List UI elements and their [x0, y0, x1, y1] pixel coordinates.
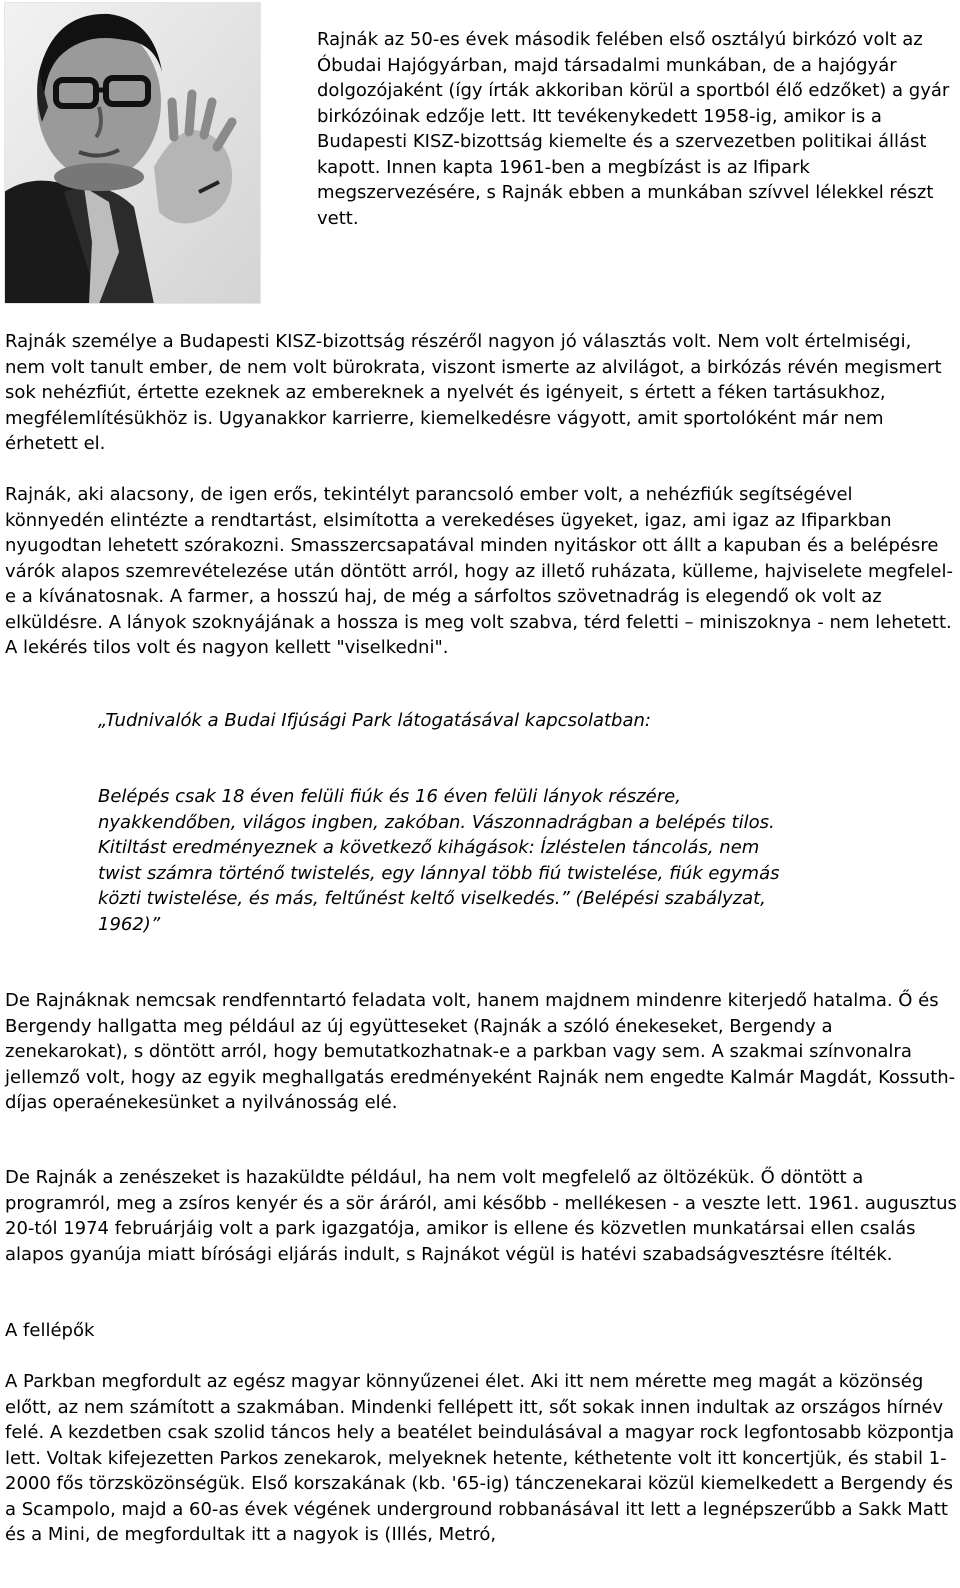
- paragraph-authority: De Rajnáknak nemcsak rendfenntartó feladata volt, hanem majdnem mindenre kiterjedő hatalma. Ő és Bergendy hallgatta meg például az új együtteseket (Rajnák a szóló énekeseket, Bergendy a zenekarokat), s döntött arról, hogy bemutatkozhatnak-e a parkban vagy sem. A szakmai színvonalra jellemző volt, hogy az egyik meghallgatás eredményeként Rajnák nem engedte Kalmár Magdát, Kossuth-díjas operaénekesünket a nyilvánosság elé.: [5, 990, 956, 1113]
- portrait-photo: [4, 2, 261, 304]
- paragraph-order-keeping: Rajnák, aki alacsony, de igen erős, tekintélyt parancsoló ember volt, a nehézfiúk segítségével könnyedén elintézte a rendtartást, elsimította a verekedéses ügyeket, igaz, ami igaz az Ifiparkban nyugodtan lehetett szórakozni. Smasszercsapatával minden nyitáskor ott állt a kapuban és a belépésre várók alapos szemrevételezése után döntött arról, hogy az illető ruházata, külleme, hajviselete megfelel-e a kívánatosnak. A farmer, a hosszú haj, de még a sárfoltos szövetnadrág is elegendő ok volt az elküldésre. A lányok szoknyájának a hossza is meg volt szabva, térd feletti – miniszoknya - nem lehetett. A lekérés tilos volt és nagyon kellett "viselkedni".: [5, 484, 953, 658]
- quote-heading: „Tudnivalók a Budai Ifjúsági Park látogatásával kapcsolatban:: [98, 710, 651, 731]
- portrait-icon: [4, 2, 261, 304]
- intro-paragraph: Rajnák az 50-es évek második felében első osztályú birkózó volt az Óbudai Hajógyárban, majd társadalmi munkában, de a hajógyár dolgozójaként (így írták akkoriban körül a sportból élő edzőket) a gyár birkózóinak edzője lett. Itt tevékenykedett 1958-ig, amikor is a Budapesti KISZ-bizottság kiemelte és a szervezetben politikai állást kapott. Innen kapta 1961-ben a megbízást is az Ifipark megszervezésére, s Rajnák ebben a munkában szívvel lélekkel részt vett.: [317, 29, 950, 229]
- section-heading: A fellépők: [5, 1320, 95, 1341]
- paragraph-selection-rationale: Rajnák személye a Budapesti KISZ-bizottság részéről nagyon jó választás volt. Nem volt értelmiségi, nem volt tanult ember, de nem volt bürokrata, viszont ismerte az alvilágot, a birkózás révén megismert sok nehézfiút, értette ezeknek az embereknek a nyelvét és igényeit, s értett a féken tartásukhoz, megfélemlítésükhöz is. Ugyanakkor karrierre, kiemelkedésre vágyott, amit sportolóként már nem érhetett el.: [5, 331, 942, 454]
- paragraph-performers: A Parkban megfordult az egész magyar könnyűzenei élet. Aki itt nem mérette meg magát a közönség előtt, az nem számított a szakmában. Mindenki fellépett itt, sőt sokak innen indultak az országos hírnév felé. A kezdetben csak szolid táncos hely a beatélet beindulásával a magyar rock legfontosabb központja lett. Voltak kifejezetten Parkos zenekarok, melyeknek hetente, kéthetente volt itt koncertjük, és stabil 1-2000 fős törzsközönségük. Első korszakának (kb. '65-ig) tánczenekarai közül kiemelkedett a Bergendy és a Scampolo, majd a 60-as évek végének underground robbanásával itt lett a legnépszerűbb a Sakk Matt és a Mini, de megfordultak itt a nagyok is (Illés, Metró,: [5, 1371, 955, 1545]
- paragraph-downfall: De Rajnák a zenészeket is hazaküldte például, ha nem volt megfelelő az öltözékük. Ő döntött a programról, meg a zsíros kenyér és a sör áráról, ami később - mellékesen - a veszte lett. 1961. augusztus 20-tól 1974 februárjáig volt a park igazgatója, amikor is ellene és közvetlen munkatársai ellen csalás alapos gyanúja miatt bírósági eljárás indult, s Rajnákot végül is hatévi szabadságvesztésre ítélték.: [5, 1167, 957, 1265]
- quote-body: Belépés csak 18 éven felüli fiúk és 16 éven felüli lányok részére, nyakkendőben, világos ingben, zakóban. Vászonnadrágban a belépés tilos. Kitiltást eredményeznek a következő kihágások: Ízléstelen táncolás, nem twist számra történő twistelés, egy lánnyal több fiú twistelése, fiúk egymás közti twistelése, és más, feltűnést keltő viselkedés.” (Belépési szabályzat, 1962)”: [98, 786, 780, 935]
